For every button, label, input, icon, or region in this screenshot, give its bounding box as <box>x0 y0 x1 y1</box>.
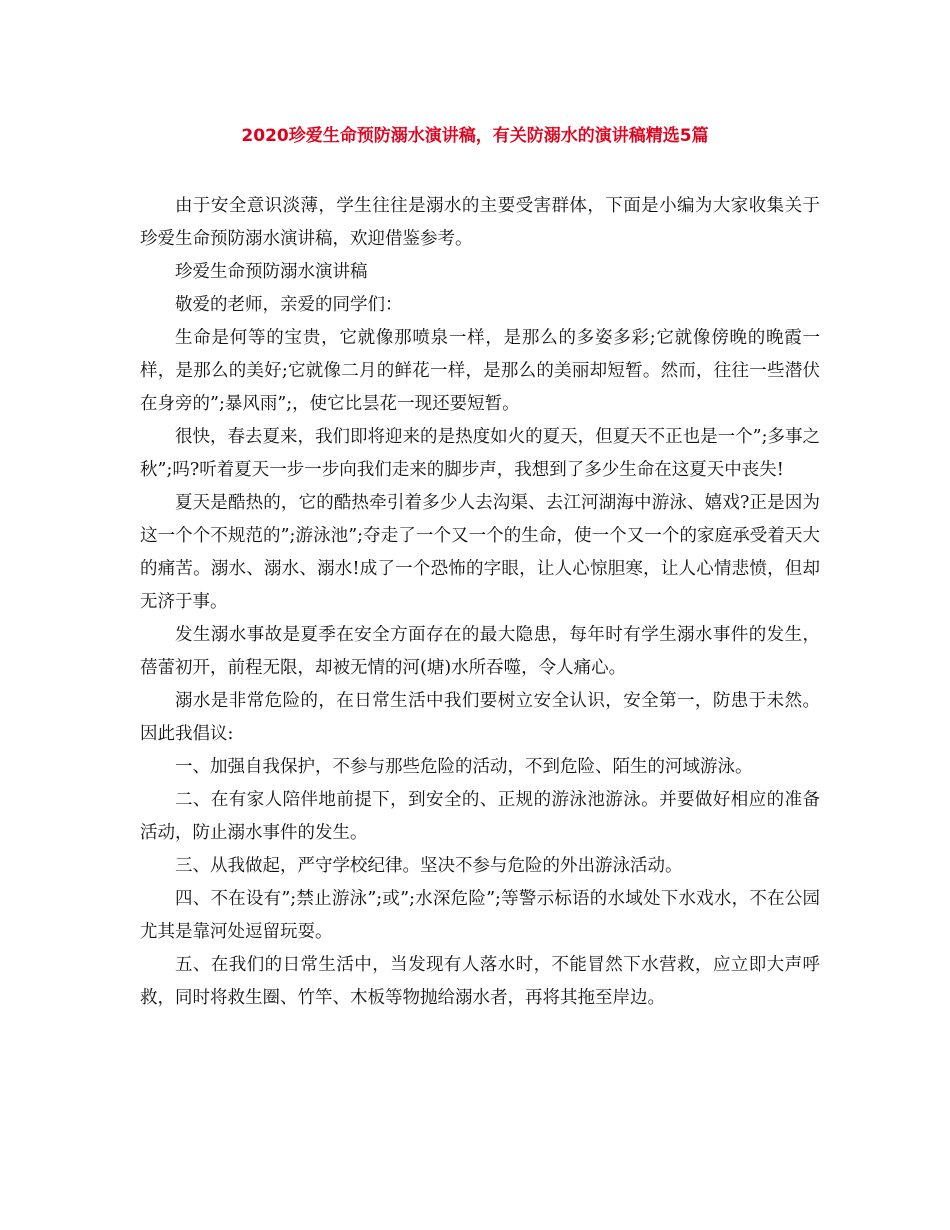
paragraph-body: 发生溺水事故是夏季在安全方面存在的最大隐患，每年时有学生溺水事件的发生，蓓蕾初开，前程无限，却被无情的河(塘)水所吞噬，令人痛心。 <box>140 625 820 678</box>
paragraph-intro: 由于安全意识淡薄，学生往往是溺水的主要受害群体，下面是小编为大家收集关于珍爱生命预防溺水演讲稿，欢迎借鉴参考。 <box>140 196 820 249</box>
paragraph-salutation: 敬爱的老师，亲爱的同学们： <box>175 295 403 315</box>
list-item-proposal: 一、加强自我保护，不参与那些危险的活动，不到危险、陌生的河域游泳。 <box>175 757 753 777</box>
paragraph-body: 夏天是酷热的，它的酷热牵引着多少人去沟渠、去江河湖海中游泳、嬉戏?正是因为这一个个不规范的”;游泳池”;夺走了一个又一个的生命，使一个又一个的家庭承受着天大的痛苦。溺水、溺水、溺水!成了一个恐怖的字眼，让人心惊胆寒，让人心情悲愤，但却无济于事。 <box>140 493 820 612</box>
paragraph-body: 很快，春去夏来，我们即将迎来的是热度如火的夏天，但夏天不正也是一个”;多事之秋”;吗?听着夏天一步一步向我们走来的脚步声，我想到了多少生命在这夏天中丧失! <box>140 427 820 480</box>
paragraph-subheading: 珍爱生命预防溺水演讲稿 <box>175 262 368 282</box>
paragraph-body: 溺水是非常危险的，在日常生活中我们要树立安全认识，安全第一，防患于未然。因此我倡议: <box>140 691 820 744</box>
document-title: 2020珍爱生命预防溺水演讲稿，有关防溺水的演讲稿精选5篇 <box>241 126 709 146</box>
paragraph-body: 生命是何等的宝贵，它就像那喷泉一样，是那么的多姿多彩;它就像傍晚的晚霞一样，是那么的美好;它就像二月的鲜花一样，是那么的美丽却短暂。然而，往往一些潜伏在身旁的”;暴风雨”;，使它比昙花一现还要短暂。 <box>140 328 820 414</box>
document-body <box>140 190 820 1015</box>
list-item-proposal: 三、从我做起，严守学校纪律。坚决不参与危险的外出游泳活动。 <box>175 856 683 876</box>
list-item-proposal: 四、不在设有”;禁止游泳”;或”;水深危险”;等警示标语的水域处下水戏水，不在公园尤其是靠河处逗留玩耍。 <box>140 889 820 942</box>
list-item-proposal: 五、在我们的日常生活中，当发现有人落水时，不能冒然下水营救，应立即大声呼救，同时将救生圈、竹竿、木板等物抛给溺水者，再将其拖至岸边。 <box>140 955 820 1008</box>
list-item-proposal: 二、在有家人陪伴地前提下，到安全的、正规的游泳池游泳。并要做好相应的准备活动，防止溺水事件的发生。 <box>140 790 820 843</box>
